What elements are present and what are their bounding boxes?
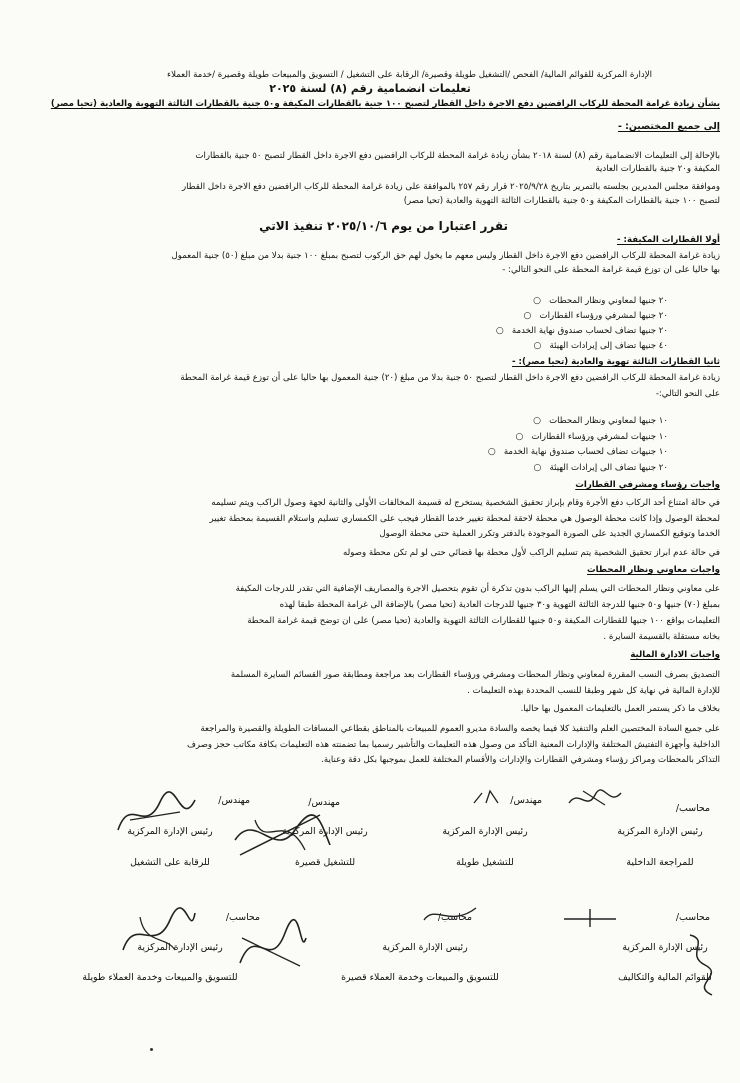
signature-scribble <box>420 900 480 930</box>
intro-p2-line2: لتصبح ١٠٠ جنية بالقطارات المكيفة و٥٠ جنية بالقطارات الثالثة التهوية والعادية (تحيا مصر) <box>403 196 720 206</box>
intro-p1-line1: بالإحالة إلى التعليمات الانضمامية رقم (٨) لسنة ٢٠١٨ بشأن زيادة غرامة المحطة للركاب الرافضين دفع الاجرة داخل القطار لتصبح ٥٠ جنية بالقطارات <box>195 151 720 161</box>
signature-scribble <box>565 785 625 815</box>
signature-title: مهندس/ <box>510 795 542 806</box>
section4-line3: التعليمات بواقع ١٠٠ جنيها للقطارات المكيفة و٥٠ جنيها للقطارات الثالثة التهوية والعادية (تحيا مصر) على ان توضح قيمة غرامة المحطة <box>247 616 720 626</box>
closing-bullet-line1: على جميع السادة المختصين العلم والتنفيذ كلا فيما يخصه والسادة مديرو العموم للمبيعات بالمناطق بقطاعي المسافات الطويلة والقصيرة والمراجعة <box>200 724 720 734</box>
section5-heading: واجبات الادارة المالية <box>630 650 720 660</box>
section2-heading: ثانيا القطارات الثالثة تهوية والعادية (تحيا مصر): - <box>511 357 720 367</box>
closing-bullet-line3: التذاكر بالمحطات ومراكز رؤساء ومشرفي القطارات والإدارات والأقسام المختلفة للعمل بموجبها بكل دقة وعناية. <box>321 755 720 765</box>
section5-line1: التصديق بصرف النسب المقررة لمعاوني ونظار المحطات ومشرفي ورؤساء القطارات بعد مراجعة ومطابقة صور القسائم السايرة المسلمة <box>230 670 720 680</box>
signature-title: مهندس/ <box>218 795 250 806</box>
section2-para-line2: على النحو التالي:- <box>655 389 720 399</box>
section3-bullet1-line1: في حالة امتناع أحد الركاب دفع الأجرة وقام بإبراز تحقيق الشخصية يستخرج له قسيمة المخالفات الأولى والثانية لجهة وصول الراكب ويتم تسليمه <box>211 498 720 508</box>
section1-item: ٢٠ جنيها لمعاوني ونظار المحطات ○ <box>549 296 668 306</box>
signature-unit: للتشغيل طويلة <box>456 857 514 868</box>
section5-line2: للإدارة المالية في نهاية كل شهر وطبقا للنسب المحددة بهذه التعليمات . <box>467 686 720 696</box>
section4-line4: بخانه مستقلة بالقسيمة السايرة . <box>603 632 720 642</box>
signature-title: محاسب/ <box>675 803 710 814</box>
signature-unit: للتسويق والمبيعات وخدمة العملاء طويلة <box>82 972 238 983</box>
signature-scribble <box>115 905 200 960</box>
signature-unit: للرقابة على التشغيل <box>130 857 210 868</box>
signature-role: رئيس الإدارة المركزية <box>127 826 213 837</box>
addressee: إلى جميع المختصين: - <box>617 121 720 132</box>
signature-unit: للتسويق والمبيعات وخدمة العملاء قصيرة <box>341 972 499 983</box>
signature-title: محاسب/ <box>437 912 472 923</box>
signature-role: رئيس الإدارة المركزية <box>622 942 708 953</box>
section4-line1: على معاوني ونظار المحطات التي يسلم إليها الراكب بدون تذكرة أن تقوم بتحصيل الاجرة والمصاريف الإضافية التي تقدر للدرجات المكيفة <box>235 584 720 594</box>
section4-line2: بمبلغ (٧٠) جنيها و٥٠ جنيها للدرجة الثالثة التهوية و٣٠ جنيها للدرجات العادية (تحيا مصر) بالإضافة الى غرامة المحطة طبقا لهذه <box>279 600 720 610</box>
closing-line: بخلاف ما ذكر يستمر العمل بالتعليمات المعمول بها حاليا. <box>520 704 720 714</box>
section3-bullet1-line3: الخدما وتوقيع الكمساري الجديد على الصورة الموجودة بالدفتر وتكرر العملية حتى محطة الوصول <box>379 529 720 539</box>
section1-heading: أولا القطارات المكيفة: - <box>617 235 720 245</box>
signature-unit: للمراجعة الداخلية <box>626 857 694 868</box>
signature-scribble <box>470 787 510 811</box>
section3-heading: واجبات رؤساء ومشرفي القطارات <box>575 480 720 490</box>
document-title: تعليمات انضمامية رقم (٨) لسنة ٢٠٢٥ <box>269 82 471 95</box>
section2-item: ١٠ جنيها لمعاوني ونظار المحطات ○ <box>549 416 668 426</box>
decision-line: تقرر اعتبارا من يوم ٢٠٢٥/١٠/٦ تنفيذ الاتي <box>259 219 508 233</box>
intro-p2-line1: وموافقة مجلس المديرين بجلسته بالتمرير بتاريخ ٢٠٢٥/٩/٢٨ قرار رقم ٢٥٧ بالموافقة على زيادة غرامة المحطة للركاب الرافضين دفع الاجرة داخل القطار <box>181 182 720 192</box>
signature-scribble <box>680 925 720 1005</box>
signature-scribble <box>560 905 620 929</box>
signature-unit: للقوائم المالية والتكاليف <box>618 972 712 983</box>
signature-role: رئيس الإدارة المركزية <box>137 942 223 953</box>
section1-item: ٤٠ جنيها تضاف إلى إيرادات الهيئة ○ <box>550 341 669 351</box>
section3-bullet2: في حالة عدم ابراز تحقيق الشخصية يتم تسليم الراكب لأول محطة بها قضائي حتى لو لم تكن محطة وصوله <box>343 548 720 558</box>
section4-heading: واجبات معاوني ونظار المحطات <box>587 565 720 575</box>
signature-scribble <box>225 800 335 870</box>
section2-item: ٢٠ جنيها تضاف الى إيرادات الهيئة ○ <box>550 463 669 473</box>
signature-title: محاسب/ <box>225 912 260 923</box>
section1-item: ٢٠ جنيها لمشرفي ورؤساء القطارات ○ <box>540 311 668 321</box>
signature-role: رئيس الإدارة المركزية <box>282 826 368 837</box>
section1-para-line2: بها حاليا على ان توزع قيمة غرامة المحطة على النحو التالي: - <box>502 265 720 275</box>
departments-line: الإدارة المركزية للقوائم المالية/ الفحص /التشغيل طويلة وقصيرة/ الرقابة على التشغيل / التسويق والمبيعات طويلة وقصيرة /خدمة العملاء <box>167 70 652 80</box>
section2-item: ١٠ جنيهات تضاف لحساب صندوق نهاية الخدمة ○ <box>504 447 668 457</box>
section1-item: ٢٠ جنيها تضاف لحساب صندوق نهاية الخدمة ○ <box>512 326 668 336</box>
signature-title: محاسب/ <box>675 912 710 923</box>
signature-title: مهندس/ <box>308 797 340 808</box>
section2-para-line1: زيادة غرامة المحطة للركاب الرافضين دفع الاجرة داخل القطار لتصبح ٥٠ جنية بدلا من مبلغ (٢٠) جنية المعمول بها حاليا على أن توزع قيمة غرامة المحطة <box>180 373 720 383</box>
signature-scribble <box>230 918 310 978</box>
section2-item: ١٠ جنيهات لمشرفي ورؤساء القطارات ○ <box>531 432 668 442</box>
closing-bullet-line2: الداخلية وأجهزة التفتيش المختلفة والإدارات المعنية التأكد من وصول هذه التعليمات والتأشير رسميا بما تضمنته هذه التعليمات بكافة مكاتب حجز وصرف <box>186 740 720 750</box>
signature-scribble <box>110 790 200 840</box>
subject-line: بشأن زيادة غرامة المحطة للركاب الرافضين دفع الاجرة داخل القطار لتصبح ١٠٠ جنية بالقطارات المكيفة و٥٠ جنية بالقطارات الثالثة التهوية والعادية (تحيا مصر) <box>50 99 720 109</box>
signature-role: رئيس الإدارة المركزية <box>617 826 703 837</box>
section3-bullet1-line2: لمحطة الوصول وإذا كانت محطة الوصول هي محطة لاحقة لمحطة تغيير خدما القطار فيجب على الكمساري تسليم واستلام القسيمة بمحطة تغيير <box>209 514 720 524</box>
signature-role: رئيس الإدارة المركزية <box>442 826 528 837</box>
signature-unit: للتشغيل قصيرة <box>294 857 356 868</box>
intro-p1-line2: المكيفة و٢٠ جنية بالقطارات العادية <box>595 164 720 174</box>
signature-role: رئيس الإدارة المركزية <box>382 942 468 953</box>
section1-para-line1: زيادة غرامة المحطة للركاب الرافضين دفع الاجرة داخل القطار وليس معهم ما يخول لهم حق الركوب لتصبح بمبلغ ١٠٠ جنية بدلا من مبلغ (٥٠) جنية المعمول <box>171 251 720 261</box>
stray-mark <box>150 1048 153 1051</box>
